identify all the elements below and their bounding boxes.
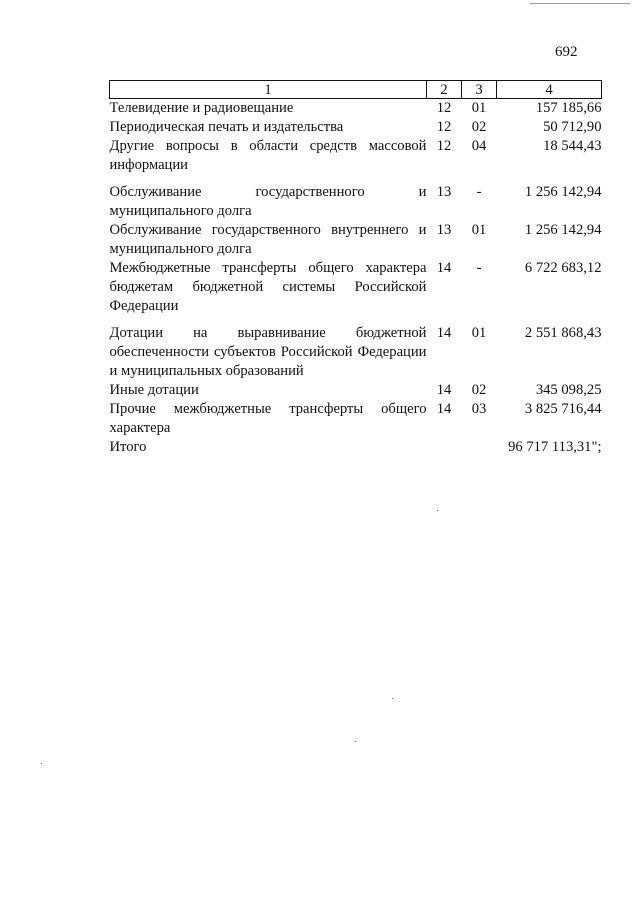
row-amount: 345 098,25 (535, 382, 602, 398)
row-subsection: 02 (471, 382, 487, 398)
row-subsection: 01 (471, 222, 487, 238)
row-subsection: 01 (471, 100, 487, 116)
total-section-empty (427, 438, 462, 457)
row-amount: 157 185,66 (535, 100, 602, 116)
row-section: 13 (436, 222, 452, 238)
row-name: Обслуживание государственного и муниципального долга (109, 184, 427, 219)
table-row (110, 381, 602, 400)
row-amount: 6 722 683,12 (524, 260, 602, 276)
row-section: 14 (436, 401, 452, 417)
row-subsection: 01 (471, 325, 487, 341)
total-label: Итого (109, 439, 147, 455)
table-row (110, 259, 602, 316)
scan-edge-line (530, 3, 630, 4)
row-name: Прочие межбюджетные трансферты общего характера (109, 401, 427, 436)
row-section: 13 (436, 184, 452, 200)
header-col-1: 1 (110, 81, 427, 99)
row-subsection: - (476, 184, 482, 200)
row-section: 14 (436, 382, 452, 398)
row-section: 14 (436, 325, 452, 341)
scan-speck (437, 510, 438, 511)
row-amount: 50 712,90 (543, 119, 602, 135)
header-col-2: 2 (427, 81, 462, 99)
header-row (110, 81, 602, 99)
total-row (110, 438, 602, 457)
row-section: 12 (436, 100, 452, 116)
scan-speck (355, 741, 356, 742)
row-amount: 18 544,43 (543, 138, 602, 154)
row-amount: 3 825 716,44 (524, 401, 602, 417)
table-row (110, 118, 602, 137)
row-amount: 1 256 142,94 (524, 222, 602, 238)
row-subsection: 02 (471, 119, 487, 135)
total-subsection-empty (462, 438, 497, 457)
row-name: Межбюджетные трансферты общего характера бюджетам бюджетной системы Российской Федерации (109, 260, 427, 314)
row-name: Другие вопросы в области средств массовой информации (109, 138, 427, 173)
row-name: Обслуживание государственного внутреннего и муниципального долга (109, 222, 427, 257)
total-amount: 96 717 113,31"; (508, 439, 602, 455)
row-section: 12 (436, 119, 452, 135)
budget-table (109, 80, 602, 457)
row-amount: 2 551 868,43 (524, 325, 602, 341)
row-name: Дотации на выравнивание бюджетной обеспеченности субъектов Российской Федерации и муниципальных образований (109, 325, 427, 379)
scan-speck (392, 698, 393, 699)
table-row (110, 137, 602, 175)
header-col-3: 3 (462, 81, 497, 99)
row-section: 14 (436, 260, 452, 276)
table-body (110, 99, 602, 458)
table-header (110, 81, 602, 99)
table-row (110, 316, 602, 381)
row-section: 12 (436, 138, 452, 154)
table-row (110, 99, 602, 119)
row-subsection: 04 (471, 138, 487, 154)
row-subsection: - (476, 260, 482, 276)
table-row (110, 175, 602, 221)
row-name: Телевидение и радиовещание (109, 100, 294, 116)
row-name: Периодическая печать и издательства (109, 119, 344, 135)
table-row (110, 400, 602, 438)
scan-speck (41, 763, 42, 764)
page-number: 692 (555, 44, 578, 60)
row-name: Иные дотации (109, 382, 199, 398)
header-col-4: 4 (497, 81, 602, 99)
table-row (110, 221, 602, 259)
row-subsection: 03 (471, 401, 487, 417)
row-amount: 1 256 142,94 (524, 184, 602, 200)
